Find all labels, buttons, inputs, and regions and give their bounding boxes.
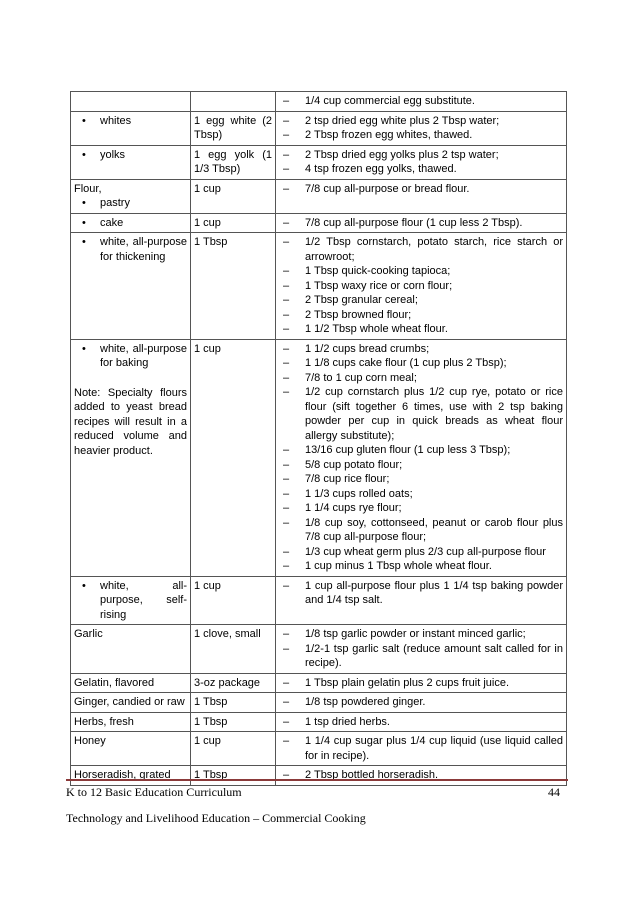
substitute-text: 1/2 cup cornstarch plus 1/2 cup rye, potato or rice flour (sift together 6 times, use with 2 tsp baking powder per cup in quick breads as wheat flour allergy substitute); xyxy=(305,386,563,442)
dash-icon: – xyxy=(283,642,290,655)
measure-cell: 1 cup xyxy=(191,732,276,766)
ingredient-bullet-item xyxy=(74,216,187,231)
dash-icon: – xyxy=(283,342,290,355)
ingredient-bullet-item xyxy=(74,196,187,211)
ingredient-bullet-item xyxy=(74,114,187,129)
substitute-text: 1 1/8 cups cake flour (1 cup plus 2 Tbsp); xyxy=(305,357,507,369)
substitute-item xyxy=(279,235,563,264)
bullet-icon: • xyxy=(82,579,86,592)
substitute-text: 1 cup all-purpose flour plus 1 1/4 tsp baking powder and 1/4 tsp salt. xyxy=(305,579,563,606)
table-row xyxy=(71,732,567,766)
ingredient-name: Honey xyxy=(74,735,106,747)
dash-icon: – xyxy=(283,323,290,335)
substitute-item xyxy=(279,695,563,710)
substitute-item xyxy=(279,128,563,143)
substitute-cell xyxy=(276,732,567,766)
measure-cell: 3-oz package xyxy=(191,673,276,693)
ingredient-name: yolks xyxy=(100,148,126,161)
substitute-item xyxy=(279,458,563,473)
substitute-text: 7/8 cup rice flour; xyxy=(305,473,390,485)
ingredient-cell xyxy=(71,693,191,713)
dash-icon: – xyxy=(283,294,290,306)
ingredient-bullet-item xyxy=(74,579,187,623)
ingredient-cell xyxy=(71,625,191,674)
ingredient-name: white, all-purpose for baking xyxy=(100,342,187,369)
ingredient-cell xyxy=(71,111,191,145)
dash-icon: – xyxy=(283,371,290,384)
dash-icon: – xyxy=(283,560,290,572)
substitute-item xyxy=(279,501,563,516)
substitute-cell xyxy=(276,576,567,625)
substitute-text: 1/2-1 tsp garlic salt (reduce amount salt called for in recipe). xyxy=(305,642,563,669)
bullet-icon: • xyxy=(82,197,86,209)
footer-rule xyxy=(66,779,568,781)
substitute-text: 7/8 to 1 cup corn meal; xyxy=(305,371,417,384)
dash-icon: – xyxy=(283,265,290,277)
substitute-item xyxy=(279,94,563,109)
substitute-text: 1/8 cup soy, cottonseed, peanut or carob flour plus 7/8 cup all-purpose flour; xyxy=(305,516,563,543)
ingredient-name: pastry xyxy=(100,197,130,209)
substitute-item xyxy=(279,356,563,371)
substitute-item xyxy=(279,627,563,642)
measure-cell: 1 cup xyxy=(191,576,276,625)
table-row xyxy=(71,766,567,786)
measure-cell: 1 Tbsp xyxy=(191,712,276,732)
substitute-item xyxy=(279,216,563,231)
table-row xyxy=(71,339,567,576)
measure-cell: 1 Tbsp xyxy=(191,233,276,340)
bullet-icon: • xyxy=(82,114,86,127)
substitute-text: 1/4 cup commercial egg substitute. xyxy=(305,95,475,107)
page-number: 44 xyxy=(548,785,560,799)
substitute-text: 1 Tbsp waxy rice or corn flour; xyxy=(305,279,453,292)
substitute-cell xyxy=(276,179,567,213)
ingredient-cell xyxy=(71,766,191,786)
substitute-cell xyxy=(276,339,567,576)
dash-icon: – xyxy=(283,279,290,292)
dash-icon: – xyxy=(283,114,290,127)
substitute-item xyxy=(279,559,563,574)
substitute-cell xyxy=(276,712,567,732)
ingredient-bullet-item xyxy=(74,342,187,371)
substitute-cell xyxy=(276,92,567,112)
substitute-item xyxy=(279,148,563,163)
ingredient-name: whites xyxy=(100,114,132,127)
ingredient-name: Garlic xyxy=(74,628,103,640)
substitute-text: 1 tsp dried herbs. xyxy=(305,715,390,728)
ingredient-cell xyxy=(71,213,191,233)
ingredient-cell xyxy=(71,233,191,340)
substitute-cell xyxy=(276,673,567,693)
substitute-text: 13/16 cup gluten flour (1 cup less 3 Tbsp); xyxy=(305,444,511,456)
ingredient-bullet-item xyxy=(74,235,187,264)
substitute-text: 2 Tbsp frozen egg whites, thawed. xyxy=(305,129,473,141)
ingredient-name: cake xyxy=(100,216,124,229)
substitute-item xyxy=(279,279,563,294)
table-row xyxy=(71,145,567,179)
substitute-item xyxy=(279,182,563,197)
ingredient-name: Gelatin, flavored xyxy=(74,676,155,689)
substitute-item xyxy=(279,371,563,386)
substitute-text: 1 1/4 cups rye flour; xyxy=(305,502,402,514)
dash-icon: – xyxy=(283,163,290,175)
table-row xyxy=(71,179,567,213)
ingredient-name: white, all-purpose for thickening xyxy=(100,236,187,263)
dash-icon: – xyxy=(283,308,290,321)
measure-cell: 1 Tbsp xyxy=(191,766,276,786)
dash-icon: – xyxy=(283,545,290,558)
substitute-text: 1 1/2 Tbsp whole wheat flour. xyxy=(305,323,448,335)
substitute-text: 7/8 cup all-purpose flour (1 cup less 2 Tbsp). xyxy=(305,216,523,229)
ingredient-name: Flour, xyxy=(74,182,102,195)
dash-icon: – xyxy=(283,95,290,107)
footer-subject: Technology and Livelihood Education – Commercial Cooking xyxy=(66,811,366,825)
substitute-item xyxy=(279,443,563,458)
dash-icon: – xyxy=(283,487,290,500)
ingredient-cell xyxy=(71,712,191,732)
substitute-text: 1/2 Tbsp cornstarch, potato starch, rice starch or arrowroot; xyxy=(305,236,563,263)
substitute-text: 2 Tbsp granular cereal; xyxy=(305,294,418,306)
table-row xyxy=(71,111,567,145)
substitute-cell xyxy=(276,625,567,674)
substitute-item xyxy=(279,516,563,545)
measure-cell: 1 egg yolk (1 1/3 Tbsp) xyxy=(191,145,276,179)
substitute-item xyxy=(279,293,563,308)
ingredient-cell xyxy=(71,145,191,179)
ingredient-cell xyxy=(71,673,191,693)
table-row xyxy=(71,576,567,625)
substitute-text: 1/3 cup wheat germ plus 2/3 cup all-purpose flour xyxy=(305,545,546,558)
dash-icon: – xyxy=(283,715,290,728)
measure-cell: 1 Tbsp xyxy=(191,693,276,713)
ingredient-bullet-item xyxy=(74,148,187,163)
substitute-text: 2 Tbsp dried egg yolks plus 2 tsp water; xyxy=(305,148,499,161)
substitute-cell xyxy=(276,213,567,233)
dash-icon: – xyxy=(283,386,290,398)
dash-icon: – xyxy=(283,696,290,708)
dash-icon: – xyxy=(283,444,290,456)
dash-icon: – xyxy=(283,735,290,747)
substitute-text: 1 Tbsp quick-cooking tapioca; xyxy=(305,265,451,277)
substitute-item xyxy=(279,715,563,730)
dash-icon: – xyxy=(283,458,290,471)
table-row xyxy=(71,233,567,340)
substitute-item xyxy=(279,264,563,279)
ingredient-name: white, all-purpose, self-rising xyxy=(100,579,187,621)
table-row xyxy=(71,712,567,732)
substitute-item xyxy=(279,545,563,560)
table-row xyxy=(71,213,567,233)
table-row xyxy=(71,673,567,693)
dash-icon: – xyxy=(283,579,290,592)
ingredient-name: Herbs, fresh xyxy=(74,715,134,728)
bullet-icon: • xyxy=(82,216,86,229)
measure-cell: 1 clove, small xyxy=(191,625,276,674)
substitute-text: 1 Tbsp plain gelatin plus 2 cups fruit juice. xyxy=(305,676,510,689)
dash-icon: – xyxy=(283,148,290,161)
substitute-item xyxy=(279,487,563,502)
ingredient-name: Ginger, candied or raw xyxy=(74,696,185,708)
dash-icon: – xyxy=(283,182,290,195)
substitute-item xyxy=(279,579,563,608)
substitute-cell xyxy=(276,693,567,713)
substitute-item xyxy=(279,676,563,691)
substitute-item xyxy=(279,734,563,763)
substitute-text: 5/8 cup potato flour; xyxy=(305,458,403,471)
substitute-text: 1 1/4 cup sugar plus 1/4 cup liquid (use liquid called for in recipe). xyxy=(305,735,563,762)
dash-icon: – xyxy=(283,769,290,781)
substitute-item xyxy=(279,162,563,177)
substitute-text: 1/8 tsp powdered ginger. xyxy=(305,696,426,708)
table-body xyxy=(71,92,567,786)
bullet-icon: • xyxy=(82,236,86,248)
substitute-text: 4 tsp frozen egg yolks, thawed. xyxy=(305,163,457,175)
measure-cell: 1 cup xyxy=(191,179,276,213)
substitute-text: 2 tsp dried egg white plus 2 Tbsp water; xyxy=(305,114,500,127)
bullet-icon: • xyxy=(82,148,86,161)
footer-curriculum: K to 12 Basic Education Curriculum xyxy=(66,785,242,799)
dash-icon: – xyxy=(283,516,290,529)
substitute-item xyxy=(279,308,563,323)
dash-icon: – xyxy=(283,129,290,141)
table-row xyxy=(71,625,567,674)
ingredient-cell xyxy=(71,732,191,766)
substitute-text: 7/8 cup all-purpose or bread flour. xyxy=(305,182,470,195)
substitute-item xyxy=(279,342,563,357)
dash-icon: – xyxy=(283,628,290,640)
measure-cell: 1 egg white (2 Tbsp) xyxy=(191,111,276,145)
dash-icon: – xyxy=(283,473,290,485)
substitute-item xyxy=(279,385,563,443)
ingredient-cell xyxy=(71,92,191,112)
dash-icon: – xyxy=(283,357,290,369)
substitute-text: 1 1/3 cups rolled oats; xyxy=(305,487,413,500)
substitute-text: 2 Tbsp bottled horseradish. xyxy=(305,769,439,781)
table-row xyxy=(71,693,567,713)
bullet-icon: • xyxy=(82,342,86,355)
substitution-table xyxy=(70,91,567,786)
ingredient-cell xyxy=(71,179,191,213)
substitute-text: 1 1/2 cups bread crumbs; xyxy=(305,342,430,355)
dash-icon: – xyxy=(283,676,290,689)
dash-icon: – xyxy=(283,236,290,248)
substitute-cell xyxy=(276,145,567,179)
measure-cell xyxy=(191,92,276,112)
measure-cell: 1 cup xyxy=(191,213,276,233)
substitute-text: 1/8 tsp garlic powder or instant minced garlic; xyxy=(305,628,526,640)
dash-icon: – xyxy=(283,216,290,229)
substitute-item xyxy=(279,322,563,337)
substitute-text: 1 cup minus 1 Tbsp whole wheat flour. xyxy=(305,560,492,572)
substitute-text: 2 Tbsp browned flour; xyxy=(305,308,412,321)
substitute-item xyxy=(279,114,563,129)
table-row xyxy=(71,92,567,112)
substitute-item xyxy=(279,642,563,671)
specialty-flour-note: Note: Specialty flours added to yeast bread recipes will result in a reduced volume and heavier product. xyxy=(74,386,187,457)
substitute-cell xyxy=(276,233,567,340)
substitute-item xyxy=(279,472,563,487)
substitute-cell xyxy=(276,111,567,145)
ingredient-cell xyxy=(71,339,191,576)
measure-cell: 1 cup xyxy=(191,339,276,576)
ingredient-cell xyxy=(71,576,191,625)
substitute-cell xyxy=(276,766,567,786)
ingredient-name: Horseradish, grated xyxy=(74,769,171,781)
dash-icon: – xyxy=(283,502,290,514)
